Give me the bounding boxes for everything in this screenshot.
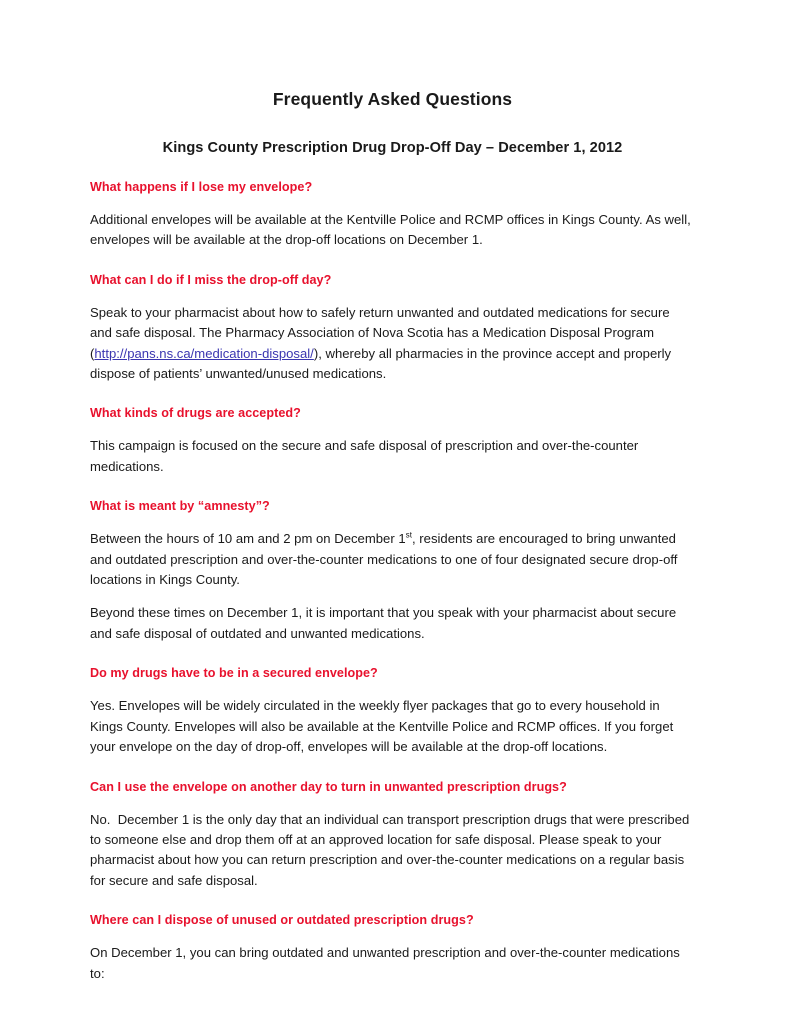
faq-answer-5: Yes. Envelopes will be widely circulated in the weekly flyer packages that go to every household in Kings County. Envelopes will also be available at the Kentville Police and RCMP offices. If you forget your envelope on the day of drop-off, envelopes will be available at the drop-off locations. — [90, 698, 674, 755]
faq-question-6: Can I use the envelope on another day to turn in unwanted prescription drugs? — [90, 779, 567, 794]
faq-answer-6: No. December 1 is the only day that an individual can transport prescription drugs that were prescribed to someone else and drop them off at an approved location for safe disposal. Please speak to your pharmacist about how you can return prescription and over-the-counter medications on a regular basis for secure and safe disposal. — [90, 811, 693, 888]
faq-question-7: Where can I dispose of unused or outdated prescription drugs? — [90, 913, 474, 928]
faq-answer-2-text-before-link: Speak to your pharmacist about how to safely return unwanted and outdated medications for secure and safe disposal. The Pharmacy Association of Nova Scotia has a Medication Disposal Program ( — [90, 304, 670, 361]
faq-answer-4b: Beyond these times on December 1, it is important that you speak with your pharmacist about secure and safe disposal of outdated and unwanted medications. — [90, 605, 677, 641]
faq-question-3: What kinds of drugs are accepted? — [90, 406, 301, 421]
faq-answer-4a-text-after-ordinal: , residents are encouraged to bring unwanted and outdated prescription and over-the-counter medications to one of four designated secure drop-off locations in Kings County. — [90, 531, 678, 588]
faq-question-5: Do my drugs have to be in a secured envelope? — [90, 666, 378, 681]
ordinal-suffix-superscript: st — [405, 530, 412, 540]
faq-item-3 — [90, 405, 695, 477]
faq-item-7 — [90, 912, 695, 984]
page-subtitle: Kings County Prescription Drug Drop-Off Day – December 1, 2012 — [162, 140, 623, 156]
faq-question-4: What is meant by “amnesty”? — [90, 499, 270, 514]
faq-answer-4a-text-before-ordinal: Between the hours of 10 am and 2 pm on December 1 — [90, 531, 406, 547]
faq-answer-3: This campaign is focused on the secure and safe disposal of prescription and over-the-counter medications. — [90, 438, 639, 474]
faq-item-1 — [90, 179, 695, 251]
faq-answer-1: Additional envelopes will be available at the Kentville Police and RCMP offices in Kings County. As well, envelopes will be available at the drop-off locations on December 1. — [90, 212, 691, 248]
faq-item-2 — [90, 272, 695, 385]
page-title: Frequently Asked Questions — [272, 89, 513, 109]
faq-answer-4a — [90, 529, 695, 590]
faq-answer-2-text-after-link: ), whereby all pharmacies in the province accept and properly dispose of patients’ unwanted/unused medications. — [90, 345, 672, 382]
faq-question-1: What happens if I lose my envelope? — [90, 180, 313, 194]
medication-disposal-link[interactable]: http://pans.ns.ca/medication-disposal/ — [94, 345, 314, 361]
faq-item-4 — [90, 498, 695, 644]
faq-answer-7: On December 1, you can bring outdated and unwanted prescription and over-the-counter medications to: — [90, 945, 680, 981]
faq-item-5 — [90, 665, 695, 757]
faq-answer-2 — [90, 303, 695, 385]
faq-item-6 — [90, 779, 695, 892]
faq-question-2: What can I do if I miss the drop-off day? — [90, 272, 332, 287]
